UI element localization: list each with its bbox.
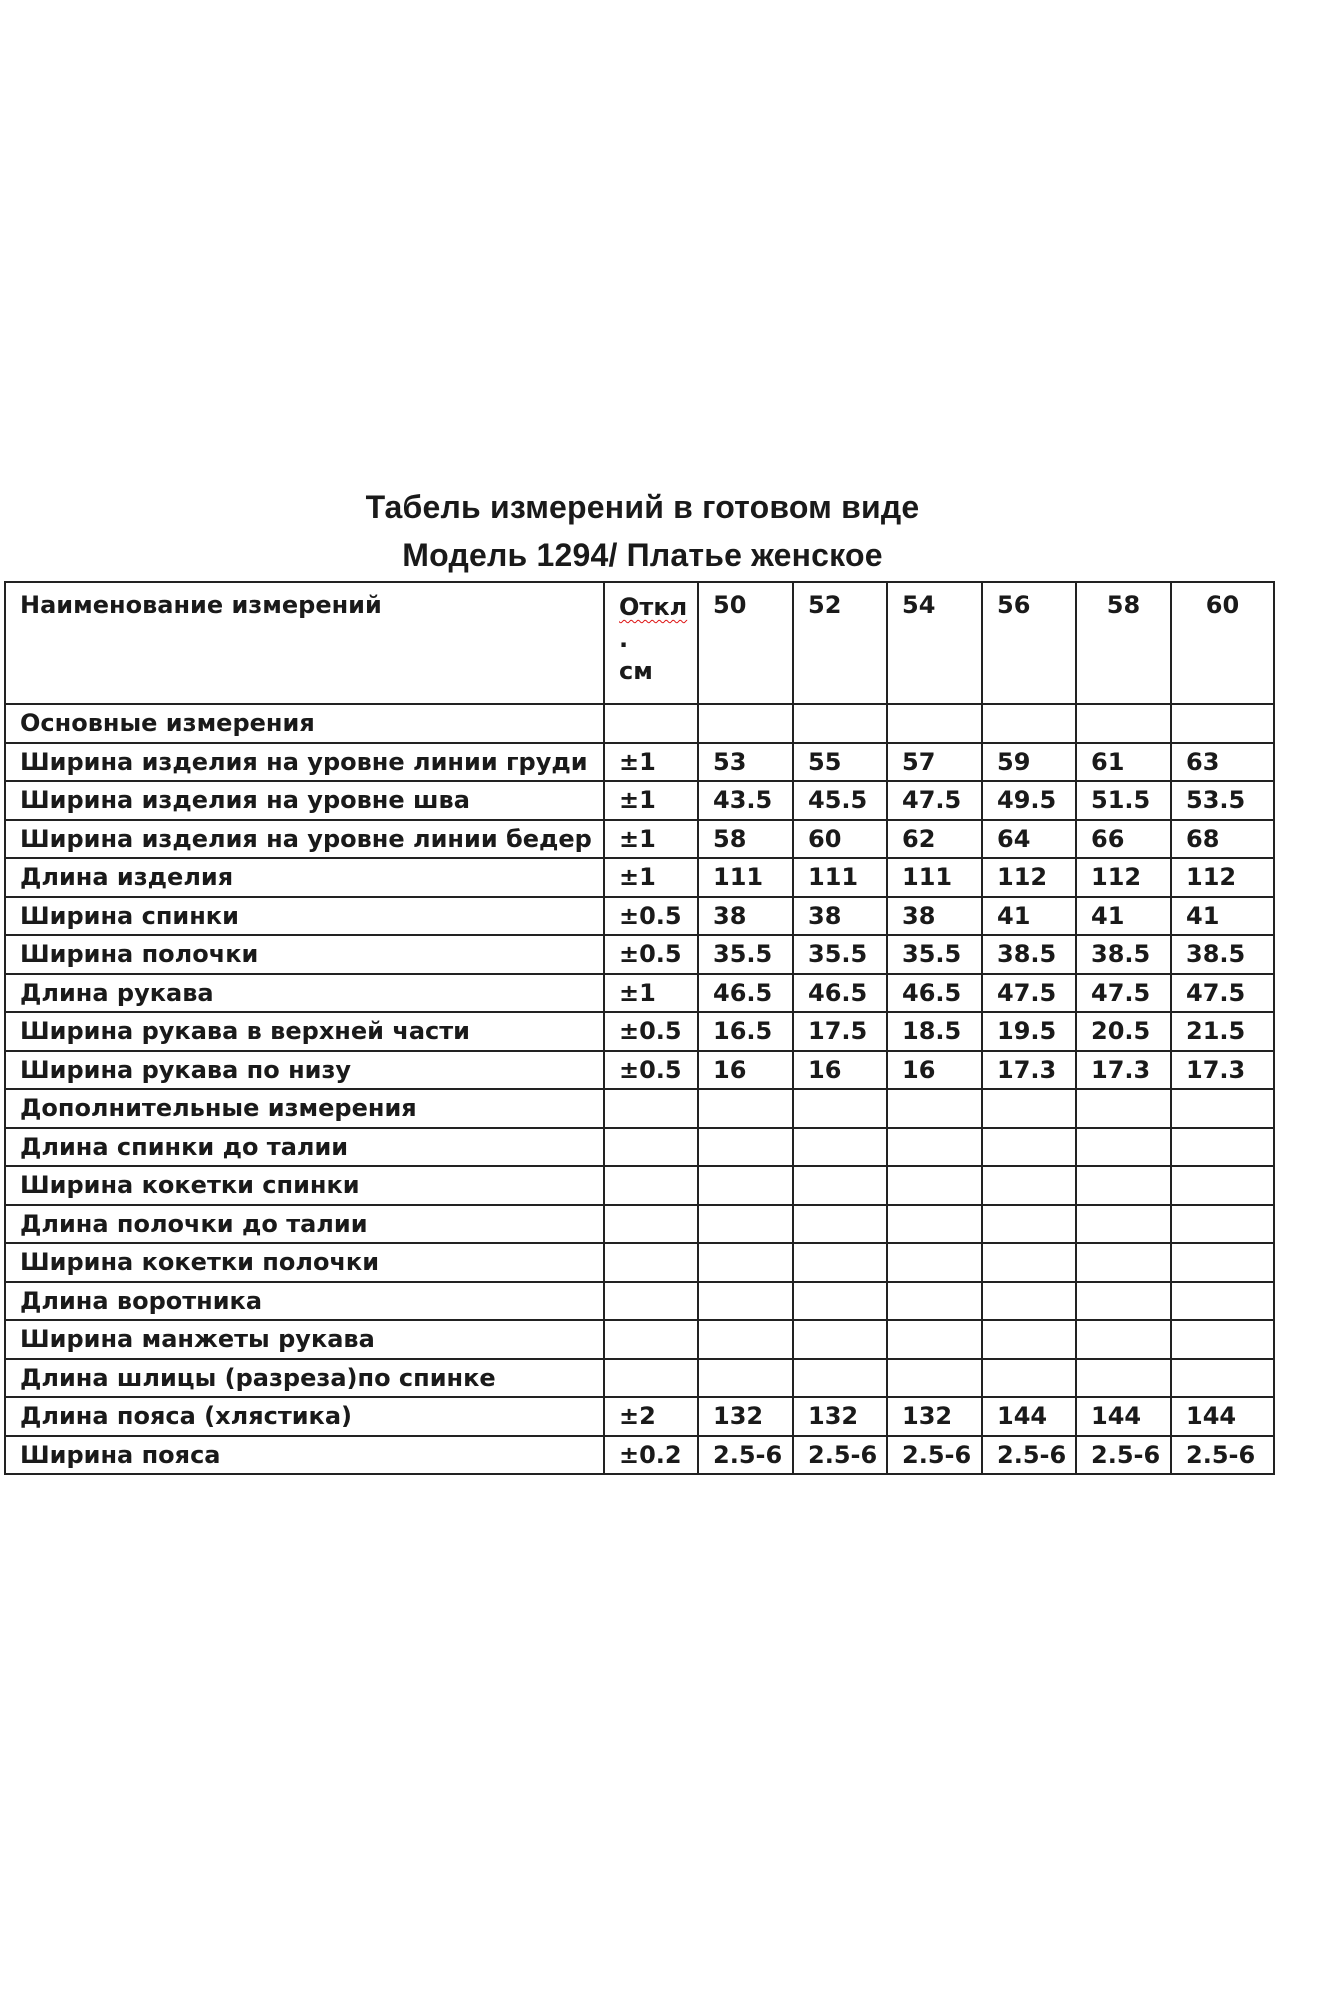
tolerance-cell xyxy=(604,1166,698,1205)
size-value-cell: 47.5 xyxy=(887,781,982,820)
size-value-cell xyxy=(698,1166,793,1205)
table-row xyxy=(5,1243,1274,1282)
size-value-cell: 57 xyxy=(887,743,982,782)
size-value-cell: 38 xyxy=(887,897,982,936)
tolerance-cell xyxy=(604,1359,698,1398)
size-value-cell xyxy=(1171,1205,1274,1244)
size-value-cell: 47.5 xyxy=(1171,974,1274,1013)
size-value-cell: 16 xyxy=(887,1051,982,1090)
size-value-cell: 55 xyxy=(793,743,887,782)
size-value-cell: 47.5 xyxy=(982,974,1076,1013)
measurement-name-cell: Длина изделия xyxy=(5,858,604,897)
size-value-cell xyxy=(1076,1205,1171,1244)
size-value-cell xyxy=(982,1243,1076,1282)
measurement-name-cell: Ширина пояса xyxy=(5,1436,604,1475)
tolerance-cell xyxy=(604,1205,698,1244)
table-row xyxy=(5,1436,1274,1475)
size-value-cell xyxy=(698,1320,793,1359)
measurement-name-cell: Ширина спинки xyxy=(5,897,604,936)
size-value-cell: 17.3 xyxy=(1171,1051,1274,1090)
size-value-cell: 16 xyxy=(793,1051,887,1090)
size-value-cell xyxy=(982,1205,1076,1244)
tolerance-cell: ±1 xyxy=(604,743,698,782)
size-value-cell: 2.5-6 xyxy=(793,1436,887,1475)
size-value-cell xyxy=(1171,1243,1274,1282)
size-value-cell: 132 xyxy=(698,1397,793,1436)
table-row xyxy=(5,820,1274,859)
size-value-cell xyxy=(698,1205,793,1244)
size-value-cell: 111 xyxy=(698,858,793,897)
size-value-cell xyxy=(698,1243,793,1282)
measurement-name-cell: Дополнительные измерения xyxy=(5,1089,604,1128)
size-value-cell xyxy=(1076,1359,1171,1398)
size-value-cell xyxy=(698,704,793,743)
size-value-cell: 59 xyxy=(982,743,1076,782)
table-row xyxy=(5,781,1274,820)
size-value-cell xyxy=(1171,1166,1274,1205)
table-row xyxy=(5,1012,1274,1051)
size-value-cell: 111 xyxy=(793,858,887,897)
size-value-cell: 66 xyxy=(1076,820,1171,859)
size-value-cell: 53 xyxy=(698,743,793,782)
size-value-cell xyxy=(793,1166,887,1205)
size-value-cell xyxy=(982,1282,1076,1321)
size-value-cell: 68 xyxy=(1171,820,1274,859)
tolerance-cell xyxy=(604,1243,698,1282)
size-value-cell xyxy=(887,1166,982,1205)
table-row xyxy=(5,1089,1274,1128)
table-row xyxy=(5,1205,1274,1244)
size-value-cell xyxy=(982,1128,1076,1167)
table-row xyxy=(5,935,1274,974)
size-value-cell xyxy=(793,1205,887,1244)
size-value-cell: 38.5 xyxy=(1171,935,1274,974)
header-size-54: 54 xyxy=(887,582,982,704)
size-value-cell: 20.5 xyxy=(1076,1012,1171,1051)
tolerance-cell xyxy=(604,1128,698,1167)
size-value-cell xyxy=(887,1243,982,1282)
size-value-cell: 45.5 xyxy=(793,781,887,820)
table-row xyxy=(5,704,1274,743)
size-value-cell: 35.5 xyxy=(887,935,982,974)
size-value-cell xyxy=(1076,1243,1171,1282)
size-value-cell xyxy=(887,1128,982,1167)
size-value-cell: 38.5 xyxy=(1076,935,1171,974)
size-value-cell: 17.3 xyxy=(1076,1051,1171,1090)
size-value-cell: 112 xyxy=(982,858,1076,897)
tolerance-cell: ±0.5 xyxy=(604,935,698,974)
size-value-cell xyxy=(887,1205,982,1244)
size-value-cell: 2.5-6 xyxy=(1076,1436,1171,1475)
size-value-cell: 38.5 xyxy=(982,935,1076,974)
size-value-cell: 19.5 xyxy=(982,1012,1076,1051)
size-value-cell: 46.5 xyxy=(698,974,793,1013)
tolerance-cell: ±1 xyxy=(604,974,698,1013)
measurement-name-cell: Длина полочки до талии xyxy=(5,1205,604,1244)
size-value-cell: 49.5 xyxy=(982,781,1076,820)
size-value-cell xyxy=(793,1128,887,1167)
size-value-cell xyxy=(1076,1128,1171,1167)
table-row xyxy=(5,743,1274,782)
size-value-cell xyxy=(1171,1089,1274,1128)
header-tolerance-line1: Откл xyxy=(619,593,688,621)
tolerance-cell: ±1 xyxy=(604,858,698,897)
size-value-cell: 2.5-6 xyxy=(1171,1436,1274,1475)
size-value-cell xyxy=(887,704,982,743)
size-value-cell xyxy=(1076,704,1171,743)
measurement-table xyxy=(4,581,1275,1475)
size-value-cell xyxy=(793,1089,887,1128)
measurement-name-cell: Основные измерения xyxy=(5,704,604,743)
size-value-cell: 64 xyxy=(982,820,1076,859)
size-value-cell: 46.5 xyxy=(793,974,887,1013)
size-value-cell: 111 xyxy=(887,858,982,897)
size-value-cell: 58 xyxy=(698,820,793,859)
table-row xyxy=(5,1051,1274,1090)
size-value-cell: 35.5 xyxy=(793,935,887,974)
size-value-cell xyxy=(1171,1320,1274,1359)
size-value-cell: 112 xyxy=(1076,858,1171,897)
size-value-cell: 17.5 xyxy=(793,1012,887,1051)
size-value-cell xyxy=(982,1166,1076,1205)
size-value-cell: 60 xyxy=(793,820,887,859)
size-value-cell xyxy=(698,1128,793,1167)
size-value-cell: 16 xyxy=(698,1051,793,1090)
tolerance-cell: ±0.2 xyxy=(604,1436,698,1475)
size-value-cell: 62 xyxy=(887,820,982,859)
size-value-cell: 51.5 xyxy=(1076,781,1171,820)
size-value-cell xyxy=(698,1359,793,1398)
tolerance-cell: ±0.5 xyxy=(604,1012,698,1051)
size-value-cell xyxy=(1076,1320,1171,1359)
measurement-name-cell: Ширина кокетки полочки xyxy=(5,1243,604,1282)
table-row xyxy=(5,1397,1274,1436)
measurement-name-cell: Ширина рукава в верхней части xyxy=(5,1012,604,1051)
size-value-cell xyxy=(698,1282,793,1321)
size-value-cell: 53.5 xyxy=(1171,781,1274,820)
table-row xyxy=(5,858,1274,897)
header-tolerance-line3: см xyxy=(619,657,653,685)
size-value-cell xyxy=(1171,704,1274,743)
size-value-cell: 47.5 xyxy=(1076,974,1171,1013)
size-value-cell: 2.5-6 xyxy=(887,1436,982,1475)
size-value-cell xyxy=(793,1320,887,1359)
size-value-cell xyxy=(982,1320,1076,1359)
size-value-cell: 46.5 xyxy=(887,974,982,1013)
measurement-name-cell: Длина спинки до талии xyxy=(5,1128,604,1167)
size-value-cell: 41 xyxy=(1171,897,1274,936)
size-value-cell: 38 xyxy=(698,897,793,936)
header-size-52: 52 xyxy=(793,582,887,704)
tolerance-cell xyxy=(604,1282,698,1321)
measurement-name-cell: Длина воротника xyxy=(5,1282,604,1321)
tolerance-cell: ±2 xyxy=(604,1397,698,1436)
tolerance-cell: ±0.5 xyxy=(604,1051,698,1090)
tolerance-cell xyxy=(604,1089,698,1128)
size-value-cell: 18.5 xyxy=(887,1012,982,1051)
size-value-cell: 2.5-6 xyxy=(982,1436,1076,1475)
size-value-cell xyxy=(982,1089,1076,1128)
measurement-name-cell: Ширина изделия на уровне линии бедер xyxy=(5,820,604,859)
size-value-cell: 144 xyxy=(1171,1397,1274,1436)
size-value-cell: 2.5-6 xyxy=(698,1436,793,1475)
size-value-cell xyxy=(698,1089,793,1128)
size-value-cell: 132 xyxy=(793,1397,887,1436)
measurement-name-cell: Ширина рукава по низу xyxy=(5,1051,604,1090)
table-row xyxy=(5,1166,1274,1205)
header-measurement-name: Наименование измерений xyxy=(5,582,604,704)
header-tolerance xyxy=(604,582,698,704)
header-tolerance-line2: . xyxy=(619,625,629,653)
measurement-name-cell: Длина пояса (хлястика) xyxy=(5,1397,604,1436)
measurement-name-cell: Ширина изделия на уровне линии груди xyxy=(5,743,604,782)
measurement-name-cell: Ширина манжеты рукава xyxy=(5,1320,604,1359)
measurement-name-cell: Длина шлицы (разреза)по спинке xyxy=(5,1359,604,1398)
header-size-50: 50 xyxy=(698,582,793,704)
size-value-cell xyxy=(793,704,887,743)
tolerance-cell: ±1 xyxy=(604,781,698,820)
size-value-cell: 144 xyxy=(982,1397,1076,1436)
size-value-cell xyxy=(793,1282,887,1321)
size-value-cell xyxy=(1076,1166,1171,1205)
size-value-cell xyxy=(1076,1282,1171,1321)
size-value-cell xyxy=(887,1359,982,1398)
size-value-cell: 35.5 xyxy=(698,935,793,974)
size-value-cell xyxy=(1171,1359,1274,1398)
table-row xyxy=(5,1282,1274,1321)
size-value-cell: 17.3 xyxy=(982,1051,1076,1090)
tolerance-cell xyxy=(604,704,698,743)
document-title: Табель измерений в готовом виде xyxy=(365,489,920,525)
table-row xyxy=(5,1128,1274,1167)
tolerance-cell: ±0.5 xyxy=(604,897,698,936)
size-value-cell: 63 xyxy=(1171,743,1274,782)
table-body xyxy=(5,704,1274,1474)
table-row xyxy=(5,1320,1274,1359)
size-value-cell: 41 xyxy=(1076,897,1171,936)
measurement-name-cell: Длина рукава xyxy=(5,974,604,1013)
size-value-cell: 16.5 xyxy=(698,1012,793,1051)
header-size-56: 56 xyxy=(982,582,1076,704)
size-value-cell: 61 xyxy=(1076,743,1171,782)
table-row xyxy=(5,1359,1274,1398)
measurement-name-cell: Ширина изделия на уровне шва xyxy=(5,781,604,820)
size-value-cell xyxy=(982,1359,1076,1398)
size-value-cell xyxy=(1076,1089,1171,1128)
size-value-cell xyxy=(887,1320,982,1359)
size-value-cell: 43.5 xyxy=(698,781,793,820)
header-size-58: 58 xyxy=(1076,582,1171,704)
size-value-cell xyxy=(982,704,1076,743)
table-row xyxy=(5,974,1274,1013)
size-value-cell xyxy=(793,1359,887,1398)
table-row xyxy=(5,897,1274,936)
size-value-cell: 132 xyxy=(887,1397,982,1436)
size-value-cell: 38 xyxy=(793,897,887,936)
measurement-name-cell: Ширина кокетки спинки xyxy=(5,1166,604,1205)
tolerance-cell xyxy=(604,1320,698,1359)
table-header-row xyxy=(5,582,1274,704)
size-value-cell: 112 xyxy=(1171,858,1274,897)
size-value-cell xyxy=(887,1282,982,1321)
header-size-60: 60 xyxy=(1171,582,1274,704)
tolerance-cell: ±1 xyxy=(604,820,698,859)
measurement-name-cell: Ширина полочки xyxy=(5,935,604,974)
size-value-cell: 21.5 xyxy=(1171,1012,1274,1051)
document-subtitle: Модель 1294/ Платье женское xyxy=(402,537,883,573)
size-value-cell: 41 xyxy=(982,897,1076,936)
size-value-cell xyxy=(1171,1128,1274,1167)
size-value-cell: 144 xyxy=(1076,1397,1171,1436)
size-value-cell xyxy=(793,1243,887,1282)
size-value-cell xyxy=(887,1089,982,1128)
size-value-cell xyxy=(1171,1282,1274,1321)
